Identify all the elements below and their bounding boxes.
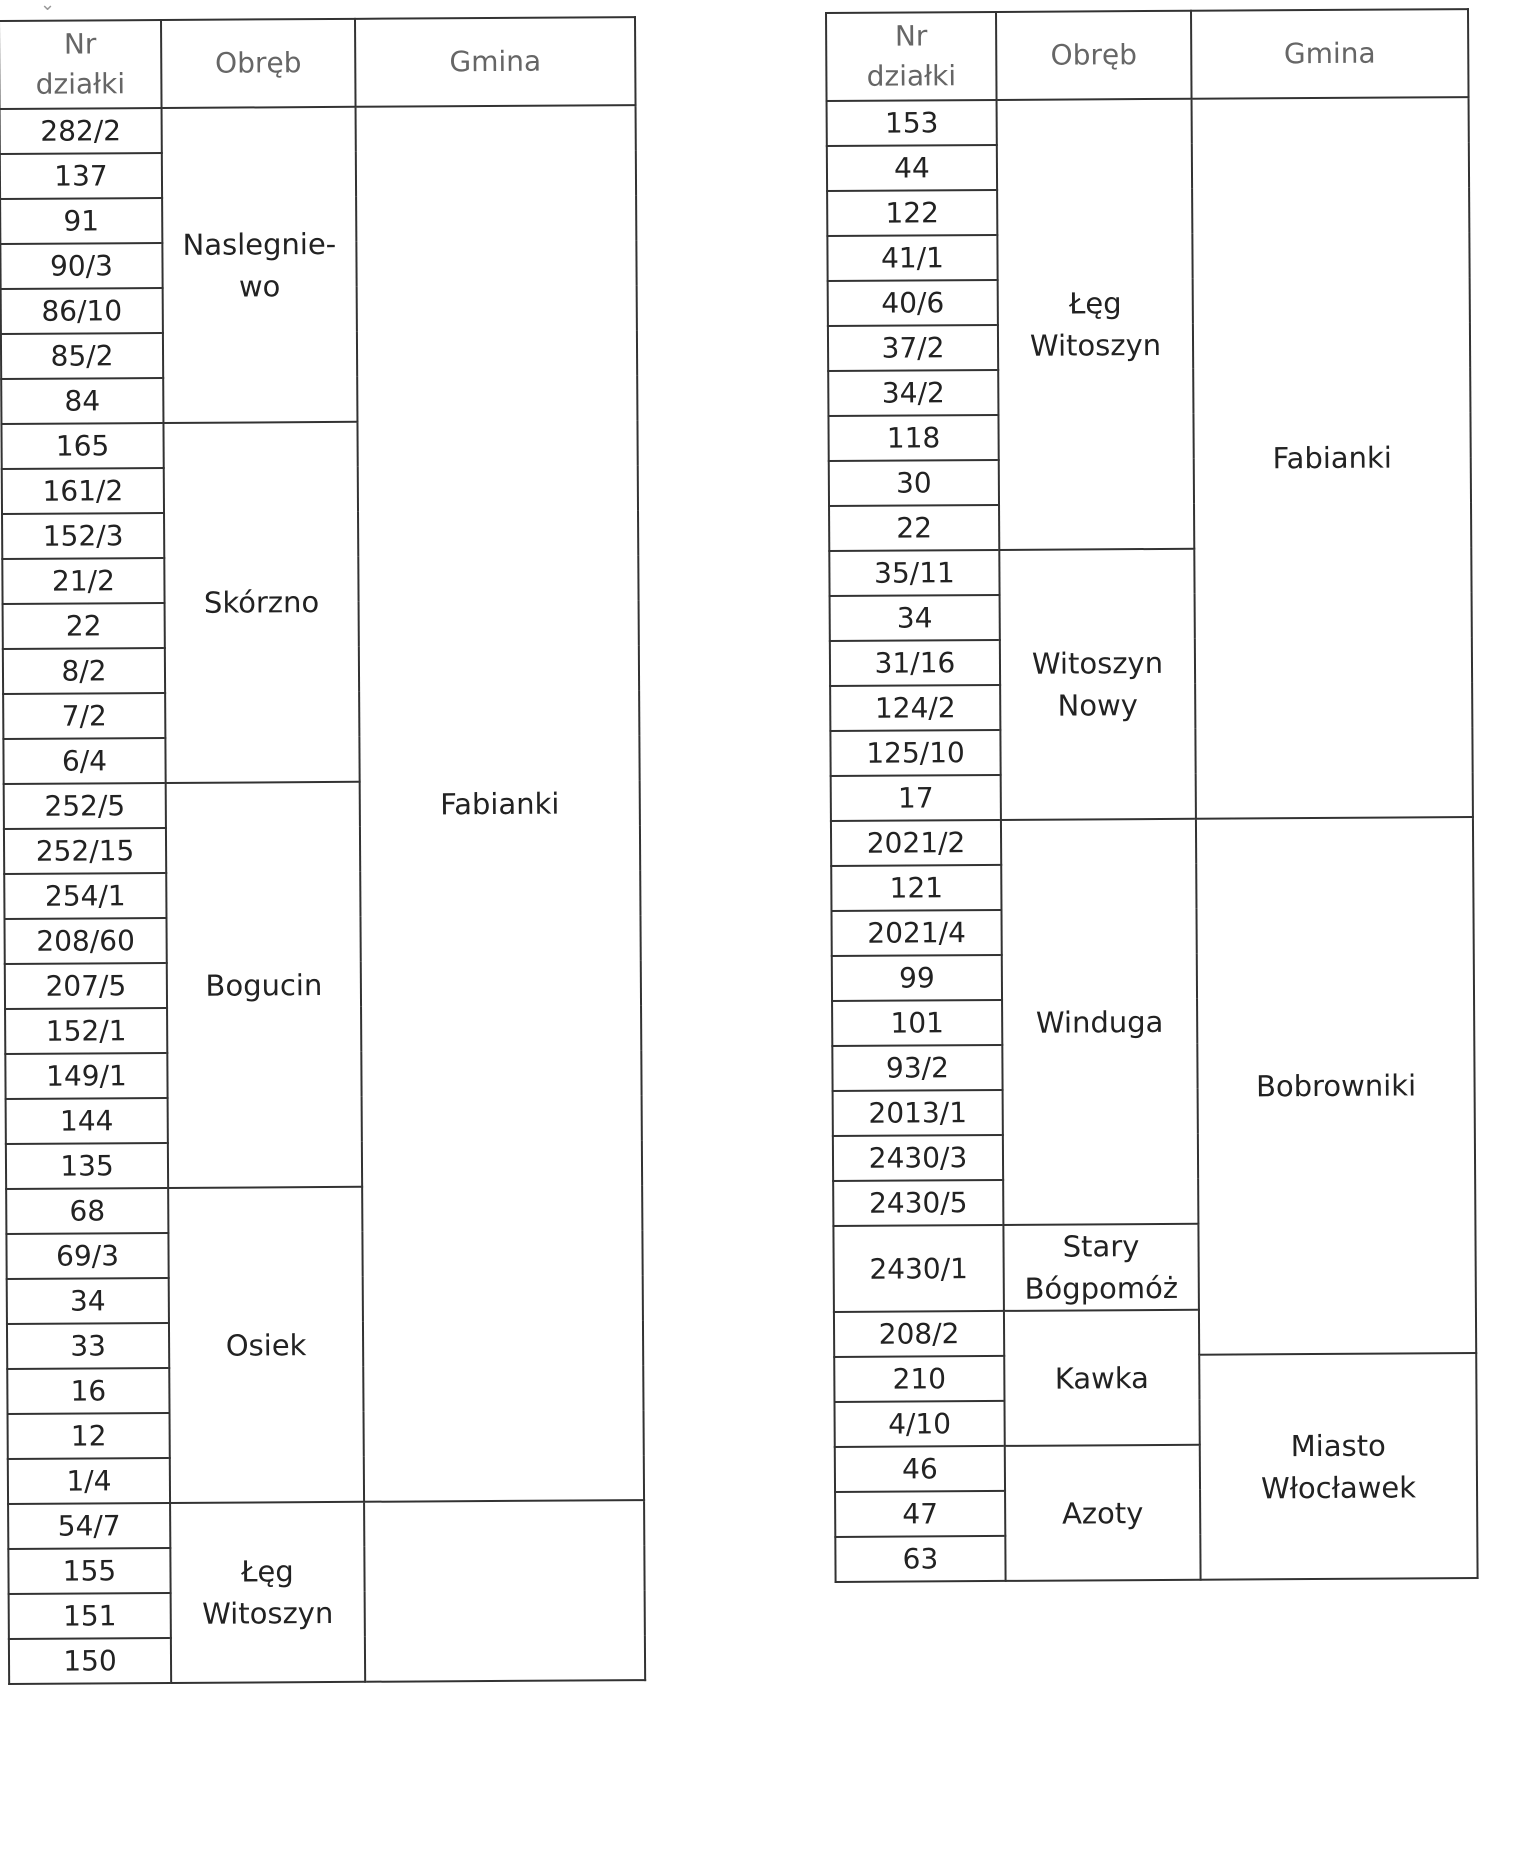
gmina-name-line: Włocławek (1260, 1469, 1417, 1505)
header-gmina: Gmina (1191, 9, 1469, 99)
parcel-number: 93/2 (832, 1045, 1002, 1091)
scan-mark: ⌄ (40, 0, 56, 15)
parcel-number: 150 (9, 1638, 171, 1684)
obreb-name-line: Witoszyn (1031, 645, 1164, 681)
parcel-number: 135 (6, 1143, 168, 1189)
parcel-number: 152/1 (5, 1008, 167, 1054)
parcel-number: 21/2 (2, 558, 164, 604)
parcel-number: 17 (831, 775, 1001, 821)
parcel-number: 4/10 (834, 1401, 1004, 1447)
obreb-cell (1005, 1445, 1201, 1581)
parcel-number: 121 (831, 865, 1001, 911)
parcel-number: 63 (835, 1536, 1005, 1582)
parcel-number: 84 (1, 378, 163, 424)
header-nr (0, 20, 162, 109)
obreb-name-line: Bogucin (205, 967, 323, 1003)
parcel-number: 2021/4 (831, 910, 1001, 956)
header-nr-line2: działki (35, 67, 126, 101)
parcel-number: 41/1 (827, 235, 997, 281)
gmina-cell (1199, 1353, 1477, 1580)
parcel-number: 208/2 (834, 1311, 1004, 1357)
header-nr-line2: działki (866, 59, 957, 93)
obreb-name-line: Winduga (1035, 1004, 1164, 1040)
parcel-number: 124/2 (830, 685, 1000, 731)
table-row (8, 1500, 644, 1549)
parcel-number: 30 (829, 460, 999, 506)
obreb-name-line: Kawka (1054, 1360, 1149, 1396)
parcel-number: 125/10 (830, 730, 1000, 776)
parcel-number: 165 (1, 423, 163, 469)
gmina-name-line: Miasto (1290, 1428, 1386, 1463)
parcel-number: 31/16 (830, 640, 1000, 686)
parcel-number: 282/2 (0, 108, 162, 154)
gmina-cell (364, 1500, 645, 1682)
obreb-name-line: Łęg (241, 1554, 294, 1589)
obreb-name-line: Nowy (1057, 688, 1138, 723)
parcel-number: 161/2 (2, 468, 164, 514)
obreb-cell (166, 782, 362, 1188)
parcel-number: 152/3 (2, 513, 164, 559)
parcel-number: 35/11 (829, 550, 999, 596)
parcel-table-left (0, 16, 646, 1685)
parcel-number: 208/60 (4, 918, 166, 964)
gmina-cell (1192, 97, 1473, 819)
obreb-name-line: Łęg (1068, 286, 1122, 321)
parcel-number: 137 (0, 153, 162, 199)
obreb-name-line: Skórzno (203, 585, 320, 620)
parcel-number: 46 (835, 1446, 1005, 1492)
parcel-number: 8/2 (3, 648, 165, 694)
parcel-number: 2013/1 (833, 1090, 1003, 1136)
parcel-number: 69/3 (6, 1233, 168, 1279)
parcel-number: 68 (6, 1188, 168, 1234)
parcel-number: 7/2 (3, 693, 165, 739)
parcel-number: 22 (829, 505, 999, 551)
parcel-number: 12 (8, 1413, 170, 1459)
obreb-cell (1003, 1224, 1199, 1311)
obreb-cell (163, 422, 359, 783)
header-nr (826, 12, 997, 101)
obreb-cell (999, 549, 1196, 820)
parcel-number: 149/1 (5, 1053, 167, 1099)
parcel-number: 6/4 (3, 738, 165, 784)
table-row (827, 97, 1469, 146)
parcel-number: 252/15 (4, 828, 166, 874)
gmina-name-line: Fabianki (440, 786, 560, 821)
parcel-number: 207/5 (5, 963, 167, 1009)
parcel-number: 210 (834, 1356, 1004, 1402)
parcel-number: 122 (827, 190, 997, 236)
parcel-table-right (825, 8, 1479, 1583)
table-row (0, 105, 636, 154)
parcel-number: 2430/5 (833, 1180, 1003, 1226)
obreb-name-line: Witoszyn (202, 1595, 334, 1631)
parcel-number: 47 (835, 1491, 1005, 1537)
obreb-cell (997, 99, 1195, 550)
obreb-name-line: Stary (1062, 1229, 1140, 1264)
header-nr-line1: Nr (894, 19, 928, 53)
header-nr-line1: Nr (63, 27, 97, 61)
header-obreb: Obręb (996, 11, 1192, 100)
header-row (826, 9, 1469, 101)
parcel-number: 54/7 (8, 1503, 170, 1549)
header-gmina: Gmina (355, 17, 636, 107)
parcel-number: 155 (8, 1548, 170, 1594)
parcel-number: 16 (7, 1368, 169, 1414)
obreb-name-line: Naslegnie- (182, 226, 337, 262)
obreb-name-line: Bógpomóż (1024, 1270, 1179, 1306)
parcel-number: 44 (827, 145, 997, 191)
parcel-number: 34 (830, 595, 1000, 641)
parcel-number: 99 (832, 955, 1002, 1001)
parcel-number: 90/3 (0, 243, 162, 289)
parcel-number: 86/10 (1, 288, 163, 334)
obreb-cell (162, 107, 358, 423)
obreb-cell (1001, 819, 1198, 1225)
parcel-number: 34/2 (828, 370, 998, 416)
parcel-number: 254/1 (4, 873, 166, 919)
header-row (0, 17, 636, 109)
parcel-number: 1/4 (8, 1458, 170, 1504)
gmina-name-line: Fabianki (1272, 440, 1392, 476)
parcel-number: 118 (828, 415, 998, 461)
obreb-cell (1004, 1310, 1200, 1446)
parcel-number: 144 (6, 1098, 168, 1144)
gmina-cell (1196, 817, 1476, 1355)
gmina-cell (356, 105, 645, 1502)
obreb-cell (168, 1187, 364, 1503)
parcel-number: 101 (832, 1000, 1002, 1046)
table-row (831, 817, 1473, 866)
parcel-number: 91 (0, 198, 162, 244)
obreb-name-line: Witoszyn (1029, 327, 1162, 363)
header-obreb: Obręb (161, 19, 356, 108)
obreb-cell (170, 1502, 365, 1683)
parcel-number: 252/5 (4, 783, 166, 829)
parcel-number: 153 (827, 100, 997, 146)
parcel-number: 22 (3, 603, 165, 649)
gmina-name-line: Bobrowniki (1255, 1068, 1417, 1104)
obreb-name-line: wo (238, 268, 281, 304)
parcel-number: 33 (7, 1323, 169, 1369)
parcel-number: 85/2 (1, 333, 163, 379)
parcel-number: 37/2 (828, 325, 998, 371)
parcel-number: 2430/1 (833, 1225, 1004, 1312)
obreb-name-line: Azoty (1061, 1495, 1144, 1531)
parcel-number: 2021/2 (831, 820, 1001, 866)
parcel-number: 2430/3 (833, 1135, 1003, 1181)
parcel-number: 151 (9, 1593, 171, 1639)
obreb-name-line: Osiek (225, 1327, 307, 1363)
parcel-number: 34 (7, 1278, 169, 1324)
parcel-number: 40/6 (828, 280, 998, 326)
